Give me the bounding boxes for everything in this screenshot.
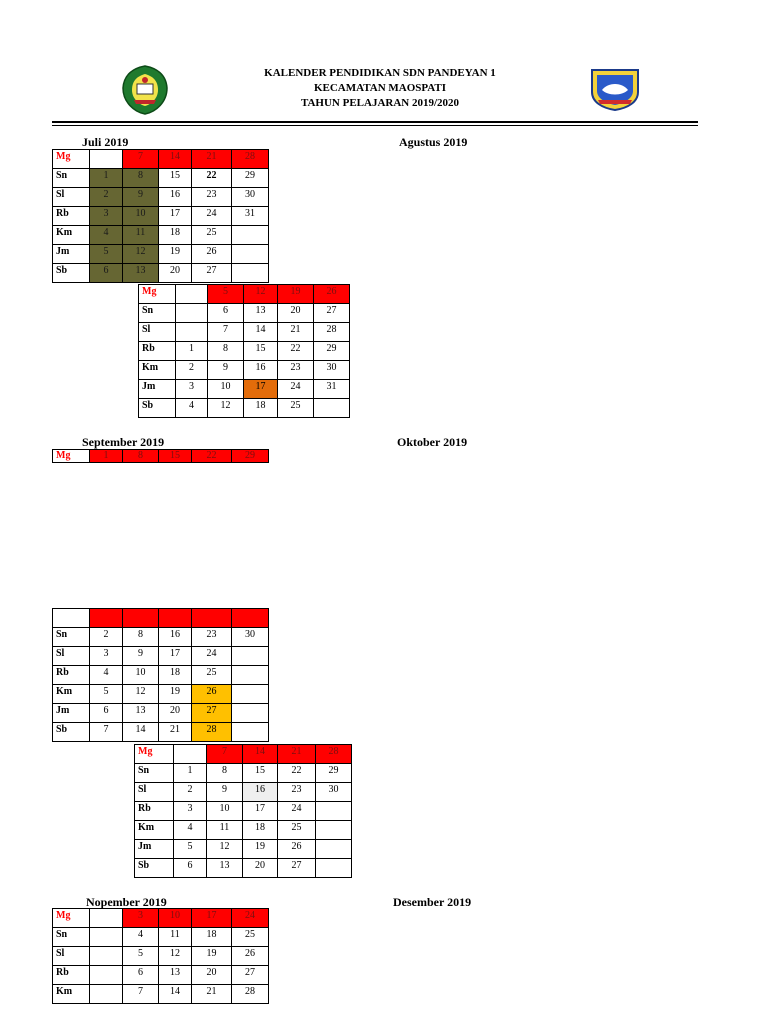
date-cell (90, 966, 123, 985)
red-cell (159, 609, 192, 628)
day-label: Sb (53, 723, 90, 742)
day-label: Jm (139, 380, 176, 399)
date-cell: 16 (159, 628, 192, 647)
date-cell: 28 (192, 723, 232, 742)
date-cell: 14 (244, 323, 278, 342)
date-cell: 26 (232, 947, 269, 966)
row-sn (135, 764, 352, 783)
date-cell (314, 399, 350, 418)
date-cell: 1 (174, 764, 207, 783)
date-cell: 20 (159, 264, 192, 283)
date-cell: 17 (159, 647, 192, 666)
day-label: Sb (135, 859, 174, 878)
date-cell: 31 (314, 380, 350, 399)
date-cell (176, 285, 208, 304)
date-cell: 23 (192, 188, 232, 207)
date-cell (232, 245, 269, 264)
day-label: Km (53, 226, 90, 245)
date-cell: 3 (174, 802, 207, 821)
date-cell: 26 (278, 840, 316, 859)
date-cell (174, 745, 207, 764)
date-cell: 10 (159, 909, 192, 928)
date-cell: 29 (314, 342, 350, 361)
date-cell (232, 647, 269, 666)
date-cell: 6 (123, 966, 159, 985)
date-cell: 7 (123, 985, 159, 1004)
row-rb (53, 207, 269, 226)
document-title (200, 66, 560, 111)
row-jm (139, 380, 350, 399)
date-cell (90, 909, 123, 928)
date-cell: 6 (174, 859, 207, 878)
date-cell: 5 (123, 947, 159, 966)
date-cell (90, 985, 123, 1004)
date-cell: 1 (90, 169, 123, 188)
date-cell: 12 (123, 245, 159, 264)
date-cell: 9 (123, 188, 159, 207)
date-cell: 7 (90, 723, 123, 742)
date-cell: 8 (123, 169, 159, 188)
date-cell: 27 (278, 859, 316, 878)
month-title-desember: Desember 2019 (393, 895, 472, 909)
date-cell: 8 (208, 342, 244, 361)
date-cell: 28 (232, 150, 269, 169)
day-label: Jm (135, 840, 174, 859)
date-cell: 19 (278, 285, 314, 304)
date-cell: 10 (123, 666, 159, 685)
date-cell: 4 (90, 226, 123, 245)
row-sb (139, 399, 350, 418)
date-cell: 17 (192, 909, 232, 928)
date-cell: 22 (278, 342, 314, 361)
day-label: Sn (53, 928, 90, 947)
day-label: Km (53, 685, 90, 704)
date-cell: 17 (159, 207, 192, 226)
date-cell: 4 (90, 666, 123, 685)
day-label: Jm (53, 704, 90, 723)
day-label: Mg (53, 450, 90, 463)
date-cell: 6 (90, 704, 123, 723)
row-jm (53, 245, 269, 264)
row-jm (135, 840, 352, 859)
date-cell: 3 (90, 647, 123, 666)
day-label: Sl (139, 323, 176, 342)
date-cell: 15 (244, 342, 278, 361)
blank-cell (53, 609, 90, 628)
calendar-agustus (138, 284, 350, 418)
day-label: Jm (53, 245, 90, 264)
date-cell: 23 (278, 783, 316, 802)
row-km (53, 985, 269, 1004)
day-label: Km (135, 821, 174, 840)
day-label: Rb (53, 666, 90, 685)
date-cell: 17 (244, 380, 278, 399)
day-label: Rb (139, 342, 176, 361)
calendar-juli (52, 149, 269, 283)
row-sn (53, 169, 269, 188)
day-label: Rb (53, 207, 90, 226)
day-label: Mg (139, 285, 176, 304)
date-cell (316, 840, 352, 859)
date-cell: 29 (232, 169, 269, 188)
date-cell: 30 (232, 188, 269, 207)
calendar-september (52, 449, 269, 463)
day-label: Km (53, 985, 90, 1004)
date-cell: 21 (192, 150, 232, 169)
row-km (53, 685, 269, 704)
day-label: Sn (135, 764, 174, 783)
red-cell (232, 609, 269, 628)
day-label: Sn (139, 304, 176, 323)
red-cell (192, 609, 232, 628)
date-cell (232, 685, 269, 704)
date-cell: 3 (176, 380, 208, 399)
date-cell (90, 928, 123, 947)
date-cell: 23 (278, 361, 314, 380)
date-cell: 21 (278, 323, 314, 342)
date-cell: 13 (123, 704, 159, 723)
date-cell: 17 (243, 802, 278, 821)
row-km (135, 821, 352, 840)
title-line-1: KALENDER PENDIDIKAN SDN PANDEYAN 1 (264, 67, 496, 79)
date-cell: 18 (244, 399, 278, 418)
row-km (53, 226, 269, 245)
date-cell: 18 (159, 226, 192, 245)
month-title-oktober: Oktober 2019 (397, 435, 468, 449)
date-cell: 11 (159, 928, 192, 947)
date-cell: 5 (174, 840, 207, 859)
day-label: Rb (53, 966, 90, 985)
date-cell: 28 (314, 323, 350, 342)
date-cell: 4 (176, 399, 208, 418)
date-cell: 10 (208, 380, 244, 399)
date-cell: 28 (316, 745, 352, 764)
date-cell (232, 264, 269, 283)
date-cell: 2 (176, 361, 208, 380)
day-label: Sl (135, 783, 174, 802)
date-cell (316, 802, 352, 821)
date-cell (232, 704, 269, 723)
red-cell (123, 609, 159, 628)
date-cell (176, 323, 208, 342)
row-sb (135, 859, 352, 878)
date-cell: 30 (232, 628, 269, 647)
date-cell (232, 226, 269, 245)
date-cell: 16 (243, 783, 278, 802)
date-cell: 5 (90, 685, 123, 704)
date-cell: 21 (159, 723, 192, 742)
day-label: Sb (53, 264, 90, 283)
day-label: Mg (53, 150, 90, 169)
date-cell: 20 (192, 966, 232, 985)
date-cell: 9 (207, 783, 243, 802)
day-label: Sl (53, 188, 90, 207)
row-mg (135, 745, 352, 764)
date-cell: 9 (208, 361, 244, 380)
date-cell: 18 (159, 666, 192, 685)
date-cell: 20 (243, 859, 278, 878)
date-cell: 7 (208, 323, 244, 342)
date-cell: 22 (192, 450, 232, 463)
education-emblem-icon (588, 66, 642, 112)
date-cell: 4 (123, 928, 159, 947)
date-cell: 16 (244, 361, 278, 380)
date-cell: 15 (159, 169, 192, 188)
row-mg (53, 450, 269, 463)
date-cell (316, 821, 352, 840)
date-cell: 27 (232, 966, 269, 985)
title-line-2: KECAMATAN MAOSPATI (313, 82, 447, 94)
row-rb (53, 966, 269, 985)
date-cell: 12 (244, 285, 278, 304)
date-cell: 24 (232, 909, 269, 928)
date-cell: 2 (90, 628, 123, 647)
date-cell (90, 947, 123, 966)
regency-crest-icon (120, 64, 170, 116)
date-cell: 8 (207, 764, 243, 783)
date-cell: 25 (232, 928, 269, 947)
row-rb (53, 666, 269, 685)
date-cell: 13 (207, 859, 243, 878)
day-label: Sb (139, 399, 176, 418)
date-cell: 10 (123, 207, 159, 226)
row-rb (135, 802, 352, 821)
row-sl (53, 947, 269, 966)
date-cell: 12 (123, 685, 159, 704)
row-sn (53, 928, 269, 947)
date-cell: 20 (278, 304, 314, 323)
date-cell: 30 (314, 361, 350, 380)
date-cell: 19 (243, 840, 278, 859)
calendar-nopember (52, 908, 269, 1004)
date-cell (176, 304, 208, 323)
row-km (139, 361, 350, 380)
calendar-oktober (134, 744, 352, 878)
date-cell: 21 (278, 745, 316, 764)
day-label: Mg (135, 745, 174, 764)
row-mg (53, 150, 269, 169)
date-cell: 14 (243, 745, 278, 764)
date-cell: 1 (176, 342, 208, 361)
date-cell: 29 (232, 450, 269, 463)
header-rule-thick (52, 121, 698, 123)
date-cell: 25 (192, 666, 232, 685)
date-cell (232, 666, 269, 685)
date-cell: 18 (192, 928, 232, 947)
date-cell: 14 (123, 723, 159, 742)
day-label: Rb (135, 802, 174, 821)
header-rule-thin (52, 125, 698, 126)
date-cell: 6 (90, 264, 123, 283)
date-cell: 6 (208, 304, 244, 323)
date-cell (232, 723, 269, 742)
date-cell (90, 150, 123, 169)
title-line-3: TAHUN PELAJARAN 2019/2020 (300, 97, 460, 109)
date-cell: 25 (278, 399, 314, 418)
date-cell: 19 (192, 947, 232, 966)
date-cell: 26 (314, 285, 350, 304)
day-label: Km (139, 361, 176, 380)
date-cell: 23 (192, 628, 232, 647)
day-label: Sl (53, 647, 90, 666)
date-cell: 5 (208, 285, 244, 304)
date-cell: 25 (278, 821, 316, 840)
month-title-juli: Juli 2019 (82, 135, 129, 149)
date-cell: 24 (192, 207, 232, 226)
month-title-agustus: Agustus 2019 (399, 135, 468, 149)
date-cell: 7 (207, 745, 243, 764)
date-cell: 15 (159, 450, 192, 463)
date-cell: 8 (123, 450, 159, 463)
row-sb (53, 264, 269, 283)
date-cell: 24 (278, 802, 316, 821)
date-cell: 24 (192, 647, 232, 666)
row-sn (139, 304, 350, 323)
date-cell: 25 (192, 226, 232, 245)
date-cell: 20 (159, 704, 192, 723)
date-cell: 8 (123, 628, 159, 647)
date-cell: 30 (316, 783, 352, 802)
row-rb (139, 342, 350, 361)
date-cell: 5 (90, 245, 123, 264)
date-cell: 12 (159, 947, 192, 966)
row-sb (53, 723, 269, 742)
date-cell: 18 (243, 821, 278, 840)
row-mg (139, 285, 350, 304)
date-cell: 10 (207, 802, 243, 821)
date-cell: 11 (207, 821, 243, 840)
calendar-oktober-left (52, 608, 269, 742)
red-cell (90, 609, 123, 628)
date-cell: 22 (192, 169, 232, 188)
date-cell: 13 (159, 966, 192, 985)
row-header (53, 609, 269, 628)
month-title-september: September 2019 (82, 435, 165, 449)
row-jm (53, 704, 269, 723)
date-cell: 15 (243, 764, 278, 783)
date-cell: 3 (90, 207, 123, 226)
date-cell: 26 (192, 685, 232, 704)
date-cell: 3 (123, 909, 159, 928)
date-cell: 27 (314, 304, 350, 323)
date-cell: 7 (123, 150, 159, 169)
date-cell: 27 (192, 704, 232, 723)
date-cell: 13 (123, 264, 159, 283)
date-cell: 28 (232, 985, 269, 1004)
date-cell: 26 (192, 245, 232, 264)
row-sn (53, 628, 269, 647)
date-cell: 24 (278, 380, 314, 399)
date-cell: 16 (159, 188, 192, 207)
date-cell: 22 (278, 764, 316, 783)
row-sl (53, 188, 269, 207)
date-cell: 4 (174, 821, 207, 840)
date-cell: 11 (123, 226, 159, 245)
date-cell: 13 (244, 304, 278, 323)
day-label: Sl (53, 947, 90, 966)
month-title-nopember: Nopember 2019 (86, 895, 167, 909)
date-cell: 9 (123, 647, 159, 666)
date-cell: 12 (207, 840, 243, 859)
day-label: Sn (53, 169, 90, 188)
date-cell: 2 (90, 188, 123, 207)
date-cell: 19 (159, 245, 192, 264)
date-cell: 1 (90, 450, 123, 463)
day-label: Mg (53, 909, 90, 928)
date-cell: 29 (316, 764, 352, 783)
date-cell: 14 (159, 150, 192, 169)
date-cell: 27 (192, 264, 232, 283)
date-cell: 19 (159, 685, 192, 704)
row-sl (135, 783, 352, 802)
date-cell: 21 (192, 985, 232, 1004)
date-cell: 12 (208, 399, 244, 418)
row-mg (53, 909, 269, 928)
day-label: Sn (53, 628, 90, 647)
date-cell: 2 (174, 783, 207, 802)
row-sl (53, 647, 269, 666)
date-cell (316, 859, 352, 878)
date-cell: 31 (232, 207, 269, 226)
row-sl (139, 323, 350, 342)
date-cell: 14 (159, 985, 192, 1004)
